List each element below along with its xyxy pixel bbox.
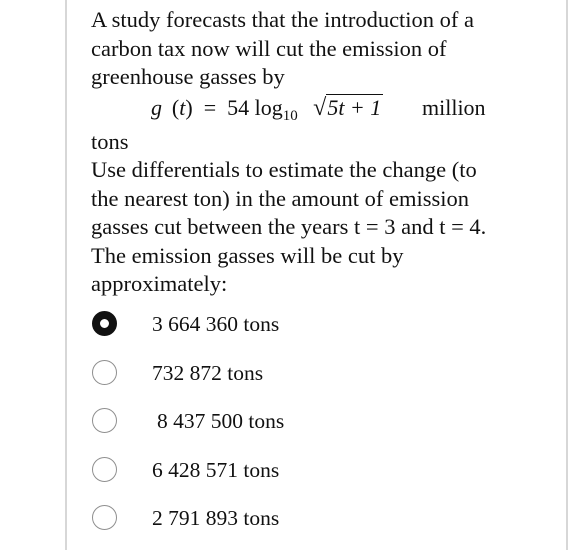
answer-option[interactable] (90, 357, 490, 406)
radio-button[interactable] (92, 360, 117, 385)
question-line: Use differentials to estimate the change (to (91, 157, 477, 182)
formula: g (t) = 54 $\log_{10}$ √5t + 1 (151, 94, 382, 124)
formula-coefficient: 54 (227, 94, 250, 120)
answer-option-label[interactable]: 3 664 360 tons (152, 312, 280, 336)
radio-button[interactable] (92, 408, 117, 433)
square-root: √5t + 1 (313, 94, 382, 121)
question-line: the nearest ton) in the amount of emission (91, 185, 470, 211)
right-border (566, 0, 568, 550)
radio-button[interactable] (92, 457, 117, 482)
answer-option-label[interactable]: 6 428 571 tons (152, 457, 280, 482)
question-line: carbon tax now will cut the emission of (91, 35, 447, 61)
question-line: The emission gasses will be cut by (91, 242, 404, 268)
formula-equals: = (203, 94, 217, 120)
radio-button[interactable] (92, 311, 117, 336)
question-line: greenhouse gasses by (91, 64, 285, 89)
answer-option-label[interactable]: 732 872 tons (152, 360, 264, 385)
question-line: A study forecasts that the introduction of a (91, 7, 475, 32)
formula-log: log (254, 94, 283, 120)
question-line: gasses cut between the years t = 3 and t = 4. (91, 214, 487, 239)
answer-option-label[interactable]: 8 437 500 tons (157, 409, 285, 433)
answer-option[interactable] (90, 308, 490, 357)
formula-line (91, 92, 531, 128)
formula-radicand: 5t + 1 (327, 94, 382, 120)
left-border (65, 0, 67, 550)
formula-unit: million (422, 94, 486, 120)
formula-variable: t (179, 94, 186, 120)
answer-option[interactable] (90, 454, 490, 503)
answer-option[interactable] (90, 405, 490, 454)
answer-option[interactable] (90, 502, 490, 550)
question-line: approximately: (91, 271, 228, 296)
answer-options (90, 308, 490, 550)
formula-log-base: 10 (282, 107, 298, 124)
question-text (91, 6, 531, 299)
formula-function: g (151, 94, 162, 120)
question-line: tons (91, 128, 129, 154)
answer-option-label[interactable]: 2 791 893 tons (152, 506, 280, 530)
radio-button[interactable] (92, 505, 117, 530)
